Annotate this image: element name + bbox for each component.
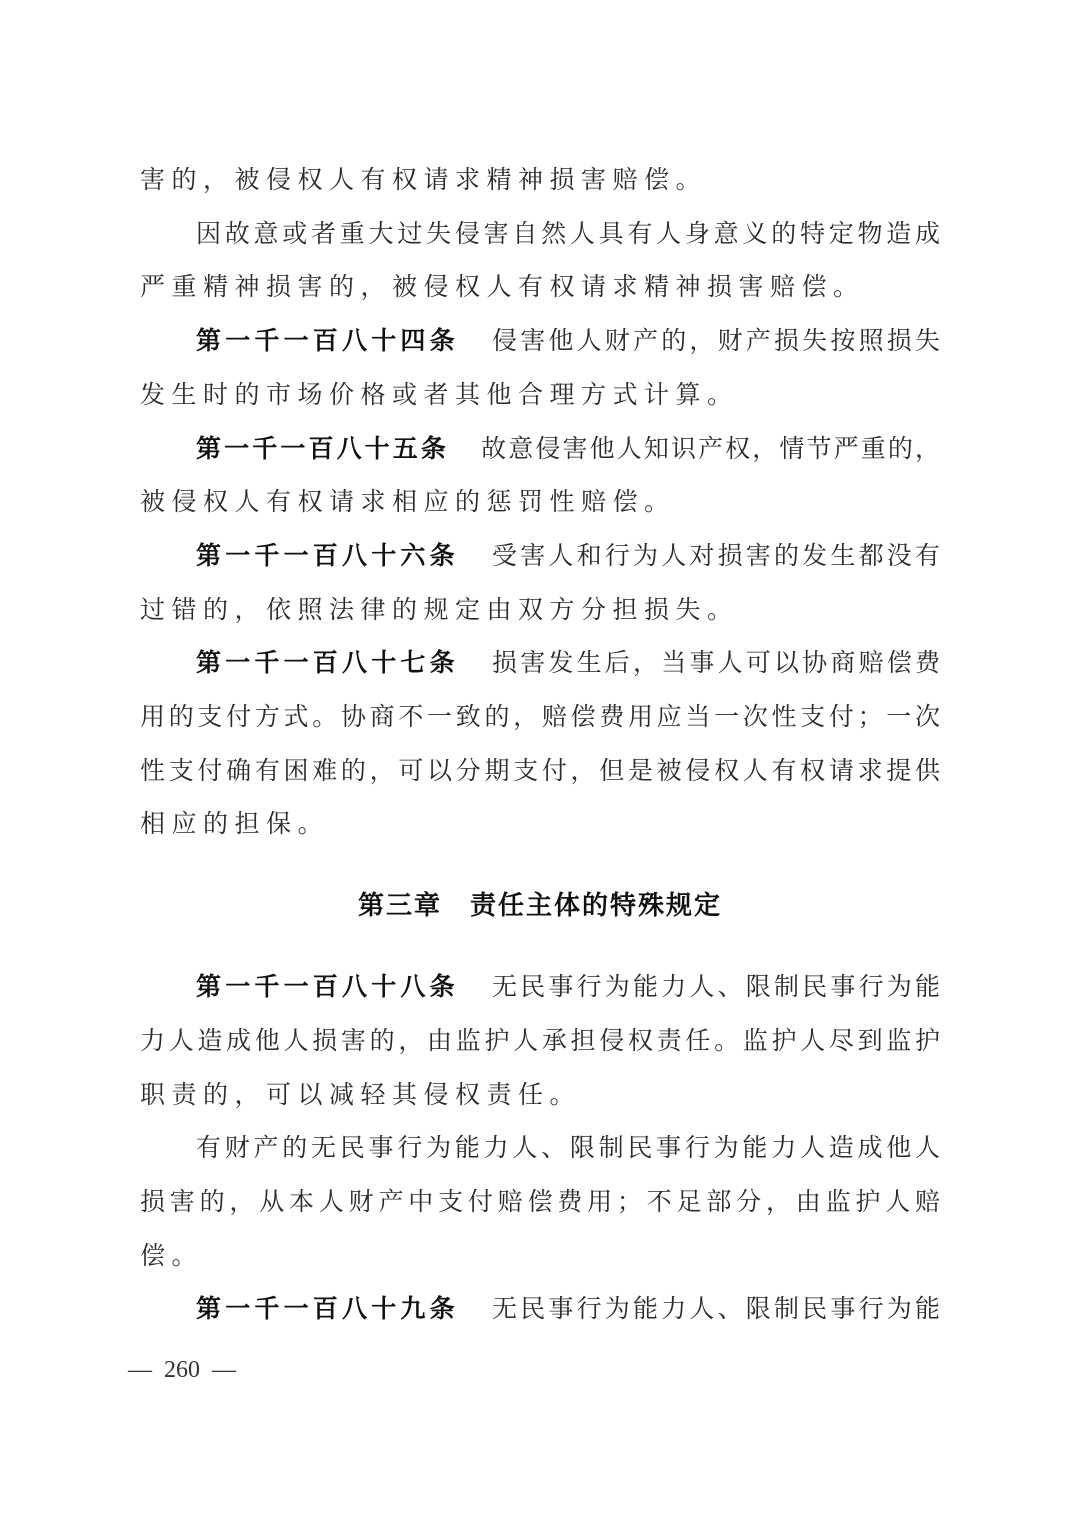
text-line [140,697,940,737]
article-line [196,643,940,683]
article-number: 第一千一百八十九条 [196,1294,459,1323]
article-line [196,967,940,1007]
article-number: 第一千一百八十五条 [196,434,450,463]
text-line [140,1075,940,1115]
article-line [196,1289,940,1329]
text-line [140,1021,940,1061]
text-span: 损害发生后，当事人可以协商赔偿费 [488,648,940,677]
text-line [140,482,940,522]
text-span: 力人造成他人损害的，由监护人承担侵权责任。监护人尽到监护 [140,1026,940,1055]
text-span: 侵害他人财产的，财产损失按照损失 [488,326,940,355]
chapter-heading: 第三章 责任主体的特殊规定 [357,891,722,921]
text-span: 害的，被侵权人有权请求精神损害赔偿。 [140,165,708,194]
text-span: 偿。 [140,1241,204,1270]
text-span: 有财产的无民事行为能力人、限制民事行为能力人造成他人 [196,1133,940,1162]
article-number: 第一千一百八十七条 [196,648,459,677]
text-line [140,590,940,630]
text-span: 无民事行为能力人、限制民事行为能 [488,972,940,1001]
page-number: — 260 — [128,1357,236,1383]
text-span: 损害的，从本人财产中支付赔偿费用；不足部分，由监护人赔 [140,1187,940,1216]
text-line [196,1128,940,1168]
text-span: 因故意或者重大过失侵害自然人具有人身意义的特定物造成 [196,219,940,248]
text-span: 用的支付方式。协商不一致的，赔偿费用应当一次性支付；一次 [140,702,940,731]
text-span: 无民事行为能力人、限制民事行为能 [488,1294,940,1323]
text-line [140,1236,940,1276]
article-line [196,536,940,576]
text-line [140,1182,940,1222]
text-span: 性支付确有困难的，可以分期支付，但是被侵权人有权请求提供 [140,756,940,785]
text-span: 被侵权人有权请求相应的惩罚性赔偿。 [140,487,676,516]
text-line [140,267,940,307]
text-span: 相应的担保。 [140,809,330,838]
text-line [140,375,940,415]
text-span: 受害人和行为人对损害的发生都没有 [488,541,940,570]
text-span: 过错的，依照法律的规定由双方分担损失。 [140,595,739,624]
article-number: 第一千一百八十六条 [196,541,459,570]
text-line [140,160,940,200]
article-line [196,321,940,361]
article-number: 第一千一百八十八条 [196,972,459,1001]
text-line [140,804,940,844]
article-line [196,429,940,469]
text-span: 严重精神损害的，被侵权人有权请求精神损害赔偿。 [140,272,865,301]
text-span: 职责的，可以减轻其侵权责任。 [140,1080,582,1109]
text-line [196,214,940,254]
text-span: 发生时的市场价格或者其他合理方式计算。 [140,380,739,409]
text-line [140,751,940,791]
article-number: 第一千一百八十四条 [196,326,459,355]
text-span: 故意侵害他人知识产权，情节严重的， [479,434,940,463]
